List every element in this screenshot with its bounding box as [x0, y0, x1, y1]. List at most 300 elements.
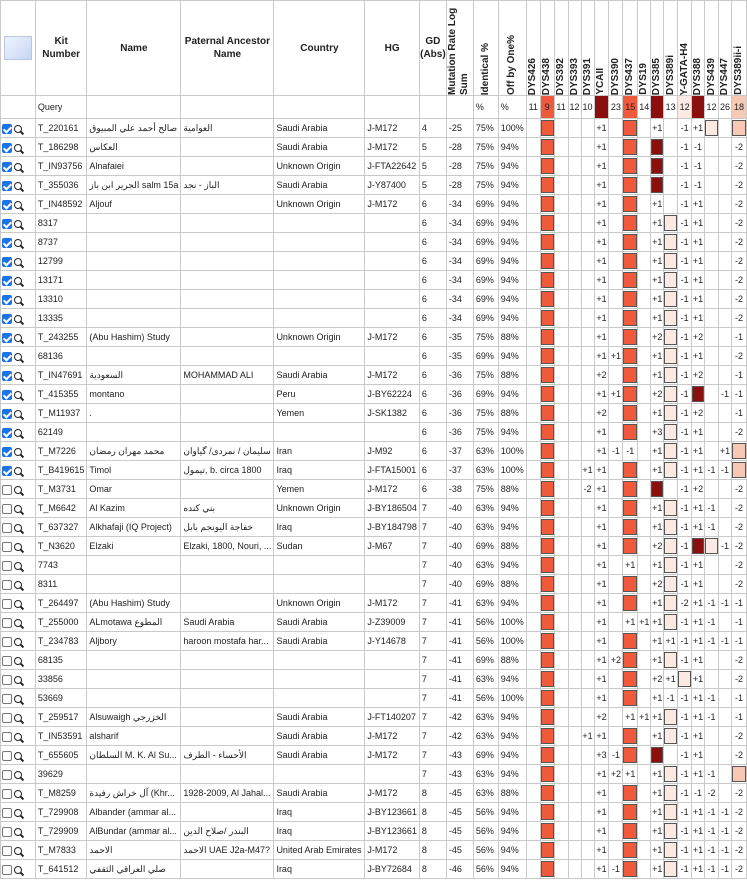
marker-diff-value: +1 [692, 461, 705, 480]
table-row[interactable] [1, 556, 747, 575]
cell-kit-number[interactable]: 68136 [35, 347, 87, 366]
select-checkbox[interactable] [2, 846, 12, 856]
table-row[interactable] [1, 518, 747, 537]
cell-off-by-one-pct: 94% [498, 746, 526, 765]
select-checkbox[interactable] [2, 865, 12, 875]
cell-kit-number[interactable]: T_M11937 [35, 404, 87, 423]
marker-diff-swatch [623, 385, 638, 404]
table-row[interactable] [1, 366, 747, 385]
cell-kit-number[interactable]: 39629 [35, 765, 87, 784]
row-controls [1, 556, 36, 575]
swatch-pale [664, 709, 677, 725]
select-checkbox[interactable] [2, 656, 12, 666]
magnifier-icon[interactable] [14, 676, 22, 684]
select-checkbox[interactable] [2, 238, 12, 248]
cell-kit-number[interactable]: T_355036 [35, 176, 87, 195]
marker-diff-value: -2 [581, 480, 594, 499]
marker-header[interactable]: DYS438 [540, 1, 554, 96]
select-checkbox[interactable] [2, 257, 12, 267]
swatch-pale [705, 538, 718, 554]
cell-kit-number[interactable]: T_B419615 [35, 461, 87, 480]
marker-diff-swatch [540, 746, 554, 765]
magnifier-icon[interactable] [14, 125, 22, 133]
magnifier-icon[interactable] [14, 733, 22, 741]
marker-diff-value: +1 [638, 613, 651, 632]
marker-diff-value: +1 [594, 613, 609, 632]
magnifier-icon[interactable] [14, 258, 22, 266]
table-row[interactable] [1, 233, 747, 252]
table-row[interactable] [1, 822, 747, 841]
cell-kit-number[interactable]: T_186298 [35, 138, 87, 157]
cell-kit-number[interactable]: T_IN53591 [35, 727, 87, 746]
marker-diff-value: +1 [638, 708, 651, 727]
magnifier-icon[interactable] [14, 220, 22, 228]
cell-mutation-rate: -43 [446, 746, 473, 765]
select-checkbox[interactable] [2, 352, 12, 362]
table-row[interactable] [1, 746, 747, 765]
marker-diff-value [568, 746, 581, 765]
header-hg[interactable]: HG [365, 1, 420, 96]
cell-ancestor [181, 727, 274, 746]
marker-diff-value: +1 [692, 860, 705, 879]
marker-diff-value [526, 708, 540, 727]
marker-header[interactable]: Y-GATA-H4 [678, 1, 692, 96]
magnifier-icon[interactable] [14, 543, 22, 551]
swatch-pale [664, 500, 677, 516]
cell-name: صالح أحمد علي المبيوق [87, 119, 181, 138]
marker-diff-value: -1 [678, 746, 692, 765]
marker-diff-value: +1 [692, 841, 705, 860]
select-checkbox[interactable] [2, 295, 12, 305]
select-checkbox[interactable] [2, 143, 12, 153]
marker-diff-value [664, 195, 678, 214]
table-row[interactable] [1, 708, 747, 727]
marker-header[interactable]: DYS388 [692, 1, 705, 96]
magnifier-icon[interactable] [14, 410, 22, 418]
cell-mutation-rate: -25 [446, 119, 473, 138]
marker-diff-value [705, 480, 719, 499]
select-checkbox[interactable] [2, 523, 12, 533]
marker-diff-swatch [623, 670, 638, 689]
table-row[interactable] [1, 461, 747, 480]
marker-diff-value: +2 [692, 480, 705, 499]
cell-ancestor [181, 860, 274, 879]
cell-haplogroup [365, 670, 420, 689]
select-checkbox[interactable] [2, 466, 12, 476]
swatch-red [623, 728, 637, 744]
magnifier-icon[interactable] [14, 467, 22, 475]
magnifier-icon[interactable] [14, 600, 22, 608]
table-row[interactable] [1, 803, 747, 822]
table-row[interactable] [1, 860, 747, 879]
magnifier-icon[interactable] [14, 524, 22, 532]
cell-kit-number[interactable]: 33856 [35, 670, 87, 689]
marker-diff-value: +1 [594, 347, 609, 366]
marker-diff-value [638, 328, 651, 347]
select-checkbox[interactable] [2, 428, 12, 438]
cell-identical-pct: 56% [473, 803, 498, 822]
cell-name: (Abu Hashim) Study [87, 328, 181, 347]
cell-mutation-rate: -28 [446, 138, 473, 157]
magnifier-icon[interactable] [14, 144, 22, 152]
marker-diff-value [638, 499, 651, 518]
cell-kit-number[interactable]: T_N3620 [35, 537, 87, 556]
table-row[interactable] [1, 328, 747, 347]
marker-diff-value [568, 480, 581, 499]
cell-kit-number[interactable]: T_264497 [35, 594, 87, 613]
marker-diff-value: -1 [705, 632, 719, 651]
marker-diff-value: -1 [692, 784, 705, 803]
table-row[interactable] [1, 214, 747, 233]
marker-diff-value [609, 290, 623, 309]
magnifier-icon[interactable] [14, 163, 22, 171]
cell-kit-number[interactable]: T_641512 [35, 860, 87, 879]
table-row[interactable] [1, 119, 747, 138]
marker-diff-value [568, 537, 581, 556]
select-checkbox[interactable] [2, 200, 12, 210]
marker-diff-swatch [540, 689, 554, 708]
query-marker-value: 13 [664, 96, 678, 119]
row-controls [1, 632, 36, 651]
cell-identical-pct: 75% [473, 480, 498, 499]
cell-kit-number[interactable]: 8737 [35, 233, 87, 252]
cell-kit-number[interactable]: T_415355 [35, 385, 87, 404]
magnifier-icon[interactable] [14, 638, 22, 646]
cell-kit-number[interactable]: T_M3731 [35, 480, 87, 499]
marker-diff-value: -1 [678, 195, 692, 214]
magnifier-icon[interactable] [14, 353, 22, 361]
cell-ancestor [181, 803, 274, 822]
cell-kit-number[interactable]: T_M8259 [35, 784, 87, 803]
marker-header[interactable]: DYS389ii-i [731, 1, 746, 96]
marker-diff-value [718, 708, 731, 727]
table-row[interactable] [1, 784, 747, 803]
cell-mutation-rate: -41 [446, 689, 473, 708]
cell-kit-number[interactable]: T_IN48592 [35, 195, 87, 214]
marker-diff-value [554, 290, 568, 309]
table-row[interactable] [1, 651, 747, 670]
cell-kit-number[interactable]: 8311 [35, 575, 87, 594]
table-row[interactable] [1, 594, 747, 613]
cell-kit-number[interactable]: T_M7833 [35, 841, 87, 860]
marker-diff-value: -1 [678, 499, 692, 518]
marker-diff-value: -1 [692, 138, 705, 157]
swatch-pale [664, 538, 677, 554]
cell-kit-number[interactable]: 12799 [35, 252, 87, 271]
cell-genetic-distance: 6 [419, 366, 446, 385]
cell-kit-number[interactable]: T_M6642 [35, 499, 87, 518]
table-row[interactable] [1, 841, 747, 860]
table-row[interactable] [1, 176, 747, 195]
marker-diff-swatch [540, 613, 554, 632]
cell-kit-number[interactable]: T_220161 [35, 119, 87, 138]
marker-diff-swatch [623, 632, 638, 651]
magnifier-icon[interactable] [14, 505, 22, 513]
table-row[interactable] [1, 347, 747, 366]
magnifier-icon[interactable] [14, 562, 22, 570]
marker-diff-value: +1 [651, 613, 664, 632]
select-checkbox[interactable] [2, 485, 12, 495]
header-mutation-rate[interactable]: Mutation Rate Log Sum [446, 1, 473, 96]
cell-kit-number[interactable]: 13335 [35, 309, 87, 328]
cell-kit-number[interactable]: T_729909 [35, 822, 87, 841]
cell-country: Unknown Origin [274, 157, 365, 176]
swatch-red [541, 785, 554, 801]
magnifier-icon[interactable] [14, 296, 22, 304]
marker-diff-value: +1 [594, 157, 609, 176]
cell-genetic-distance: 8 [419, 841, 446, 860]
header-ancestor[interactable]: Paternal Ancestor Name [181, 1, 274, 96]
marker-header[interactable]: DYS447 [718, 1, 731, 96]
select-checkbox[interactable] [2, 637, 12, 647]
marker-header[interactable]: YCAII [594, 1, 609, 96]
marker-diff-value: -1 [692, 176, 705, 195]
swatch-red [623, 405, 637, 421]
marker-diff-value: +1 [594, 765, 609, 784]
cell-kit-number[interactable]: T_255000 [35, 613, 87, 632]
marker-diff-value [568, 784, 581, 803]
table-row[interactable] [1, 271, 747, 290]
marker-diff-value: -1 [678, 765, 692, 784]
swatch-red [541, 842, 554, 858]
select-checkbox[interactable] [2, 447, 12, 457]
cell-identical-pct: 69% [473, 271, 498, 290]
marker-diff-value [638, 176, 651, 195]
magnifier-icon[interactable] [14, 334, 22, 342]
magnifier-icon[interactable] [14, 752, 22, 760]
table-row[interactable] [1, 575, 747, 594]
cell-country: Peru [274, 385, 365, 404]
cell-mutation-rate: -34 [446, 271, 473, 290]
cell-kit-number[interactable]: T_243255 [35, 328, 87, 347]
select-checkbox[interactable] [2, 219, 12, 229]
select-checkbox[interactable] [2, 789, 12, 799]
magnifier-icon[interactable] [14, 657, 22, 665]
row-controls [1, 157, 36, 176]
select-checkbox[interactable] [2, 276, 12, 286]
select-checkbox[interactable] [2, 504, 12, 514]
marker-diff-value [568, 689, 581, 708]
magnifier-icon[interactable] [14, 771, 22, 779]
marker-diff-value [568, 708, 581, 727]
table-row[interactable] [1, 290, 747, 309]
select-checkbox[interactable] [2, 732, 12, 742]
cell-haplogroup: J-BY72684 [365, 860, 420, 879]
marker-diff-swatch [664, 822, 678, 841]
table-row[interactable] [1, 480, 747, 499]
select-checkbox[interactable] [2, 162, 12, 172]
cell-kit-number[interactable]: T_M7226 [35, 442, 87, 461]
select-checkbox[interactable] [2, 751, 12, 761]
marker-diff-value: +1 [692, 689, 705, 708]
marker-diff-value [718, 575, 731, 594]
cell-kit-number[interactable]: 13171 [35, 271, 87, 290]
marker-diff-swatch [540, 176, 554, 195]
swatch-red [541, 310, 554, 326]
magnifier-icon[interactable] [14, 448, 22, 456]
select-checkbox[interactable] [2, 599, 12, 609]
select-checkbox[interactable] [2, 675, 12, 685]
table-row[interactable] [1, 499, 747, 518]
marker-diff-value: -1 [718, 461, 731, 480]
header-country[interactable]: Country [274, 1, 365, 96]
magnifier-icon[interactable] [14, 866, 22, 874]
marker-diff-value: -2 [731, 214, 746, 233]
cell-kit-number[interactable]: 13310 [35, 290, 87, 309]
cell-kit-number[interactable]: T_637327 [35, 518, 87, 537]
select-checkbox[interactable] [2, 561, 12, 571]
cell-kit-number[interactable]: 62149 [35, 423, 87, 442]
query-marker-value: 26 [718, 96, 731, 119]
marker-diff-value [568, 347, 581, 366]
select-checkbox[interactable] [2, 694, 12, 704]
magnifier-icon[interactable] [14, 695, 22, 703]
cell-kit-number[interactable]: T_234783 [35, 632, 87, 651]
magnifier-icon[interactable] [14, 201, 22, 209]
cell-kit-number[interactable]: 68135 [35, 651, 87, 670]
marker-diff-value: -2 [731, 518, 746, 537]
marker-header[interactable]: DYS385 [651, 1, 664, 96]
cell-genetic-distance: 4 [419, 119, 446, 138]
cell-name: صلي العراقي الثقفي [87, 860, 181, 879]
table-row[interactable] [1, 727, 747, 746]
select-checkbox[interactable] [2, 713, 12, 723]
magnifier-icon[interactable] [14, 182, 22, 190]
row-controls [1, 442, 36, 461]
table-row[interactable] [1, 442, 747, 461]
cell-ancestor [181, 138, 274, 157]
table-row[interactable] [1, 423, 747, 442]
marker-header[interactable]: DYS19 [638, 1, 651, 96]
marker-header[interactable]: DYS426 [526, 1, 540, 96]
select-checkbox[interactable] [2, 618, 12, 628]
cell-kit-number[interactable]: 7743 [35, 556, 87, 575]
table-row[interactable] [1, 613, 747, 632]
select-checkbox[interactable] [2, 333, 12, 343]
magnifier-icon[interactable] [14, 239, 22, 247]
marker-diff-value [581, 822, 594, 841]
magnifier-icon[interactable] [14, 372, 22, 380]
marker-diff-value [664, 157, 678, 176]
header-kit[interactable]: Kit Number [35, 1, 87, 96]
header-name[interactable]: Name [87, 1, 181, 96]
select-checkbox[interactable] [2, 808, 12, 818]
select-checkbox[interactable] [2, 409, 12, 419]
marker-diff-swatch [623, 252, 638, 271]
marker-diff-swatch [664, 841, 678, 860]
cell-haplogroup [365, 290, 420, 309]
magnifier-icon[interactable] [14, 619, 22, 627]
header-identical[interactable]: Identical % [473, 1, 498, 96]
magnifier-icon[interactable] [14, 581, 22, 589]
cell-kit-number[interactable]: T_IN93756 [35, 157, 87, 176]
header-gd[interactable]: GD (Abs) [419, 1, 446, 96]
cell-country: Unknown Origin [274, 328, 365, 347]
swatch-dark [651, 177, 663, 193]
magnifier-icon[interactable] [14, 486, 22, 494]
marker-header[interactable]: DYS390 [609, 1, 623, 96]
cell-kit-number[interactable]: T_IN47691 [35, 366, 87, 385]
magnifier-icon[interactable] [14, 714, 22, 722]
table-row[interactable] [1, 157, 747, 176]
cell-kit-number[interactable]: 8317 [35, 214, 87, 233]
cell-kit-number[interactable]: 53669 [35, 689, 87, 708]
marker-header[interactable]: DYS437 [623, 1, 638, 96]
cell-haplogroup [365, 233, 420, 252]
marker-diff-value [609, 176, 623, 195]
cell-mutation-rate: -40 [446, 537, 473, 556]
select-checkbox[interactable] [2, 124, 12, 134]
cell-ancestor: العوامية [181, 119, 274, 138]
marker-header[interactable]: DYS393 [568, 1, 581, 96]
select-checkbox[interactable] [2, 371, 12, 381]
marker-header[interactable]: DYS389i [664, 1, 678, 96]
cell-kit-number[interactable]: T_729908 [35, 803, 87, 822]
table-row[interactable] [1, 309, 747, 328]
cell-country: Iraq [274, 860, 365, 879]
table-row[interactable] [1, 252, 747, 271]
magnifier-icon[interactable] [14, 429, 22, 437]
select-checkbox[interactable] [2, 390, 12, 400]
table-row[interactable] [1, 765, 747, 784]
table-row[interactable] [1, 670, 747, 689]
magnifier-icon[interactable] [14, 809, 22, 817]
magnifier-icon[interactable] [14, 847, 22, 855]
cell-off-by-one-pct: 94% [498, 309, 526, 328]
table-row[interactable] [1, 537, 747, 556]
magnifier-icon[interactable] [14, 391, 22, 399]
marker-diff-value [638, 404, 651, 423]
table-row[interactable] [1, 138, 747, 157]
marker-diff-value [554, 404, 568, 423]
select-checkbox[interactable] [2, 770, 12, 780]
marker-header[interactable]: DYS392 [554, 1, 568, 96]
select-checkbox[interactable] [2, 314, 12, 324]
cell-kit-number[interactable]: T_655605 [35, 746, 87, 765]
cell-kit-number[interactable]: T_259517 [35, 708, 87, 727]
marker-header[interactable]: DYS391 [581, 1, 594, 96]
select-checkbox[interactable] [2, 542, 12, 552]
select-checkbox[interactable] [2, 827, 12, 837]
magnifier-icon[interactable] [14, 315, 22, 323]
magnifier-icon[interactable] [14, 790, 22, 798]
marker-diff-value: -1 [678, 138, 692, 157]
select-checkbox[interactable] [2, 580, 12, 590]
cell-name: الجرير ابن باز salm 15a [87, 176, 181, 195]
table-row[interactable] [1, 385, 747, 404]
marker-header[interactable]: DYS439 [705, 1, 719, 96]
select-checkbox[interactable] [2, 181, 12, 191]
marker-diff-value: -1 [705, 841, 719, 860]
table-row[interactable] [1, 195, 747, 214]
marker-diff-swatch [540, 708, 554, 727]
marker-diff-value: +1 [651, 347, 664, 366]
marker-diff-value: -1 [731, 708, 746, 727]
table-row[interactable] [1, 689, 747, 708]
cell-mutation-rate: -36 [446, 366, 473, 385]
table-row[interactable] [1, 404, 747, 423]
magnifier-icon[interactable] [14, 277, 22, 285]
cell-haplogroup [365, 765, 420, 784]
header-off-by-one[interactable]: Off by One% [498, 1, 526, 96]
marker-diff-value: +1 [651, 727, 664, 746]
cell-mutation-rate: -45 [446, 803, 473, 822]
cell-off-by-one-pct: 94% [498, 385, 526, 404]
magnifier-icon[interactable] [14, 828, 22, 836]
row-controls [1, 537, 36, 556]
cell-name: Albander (ammar al... [87, 803, 181, 822]
table-row[interactable] [1, 632, 747, 651]
